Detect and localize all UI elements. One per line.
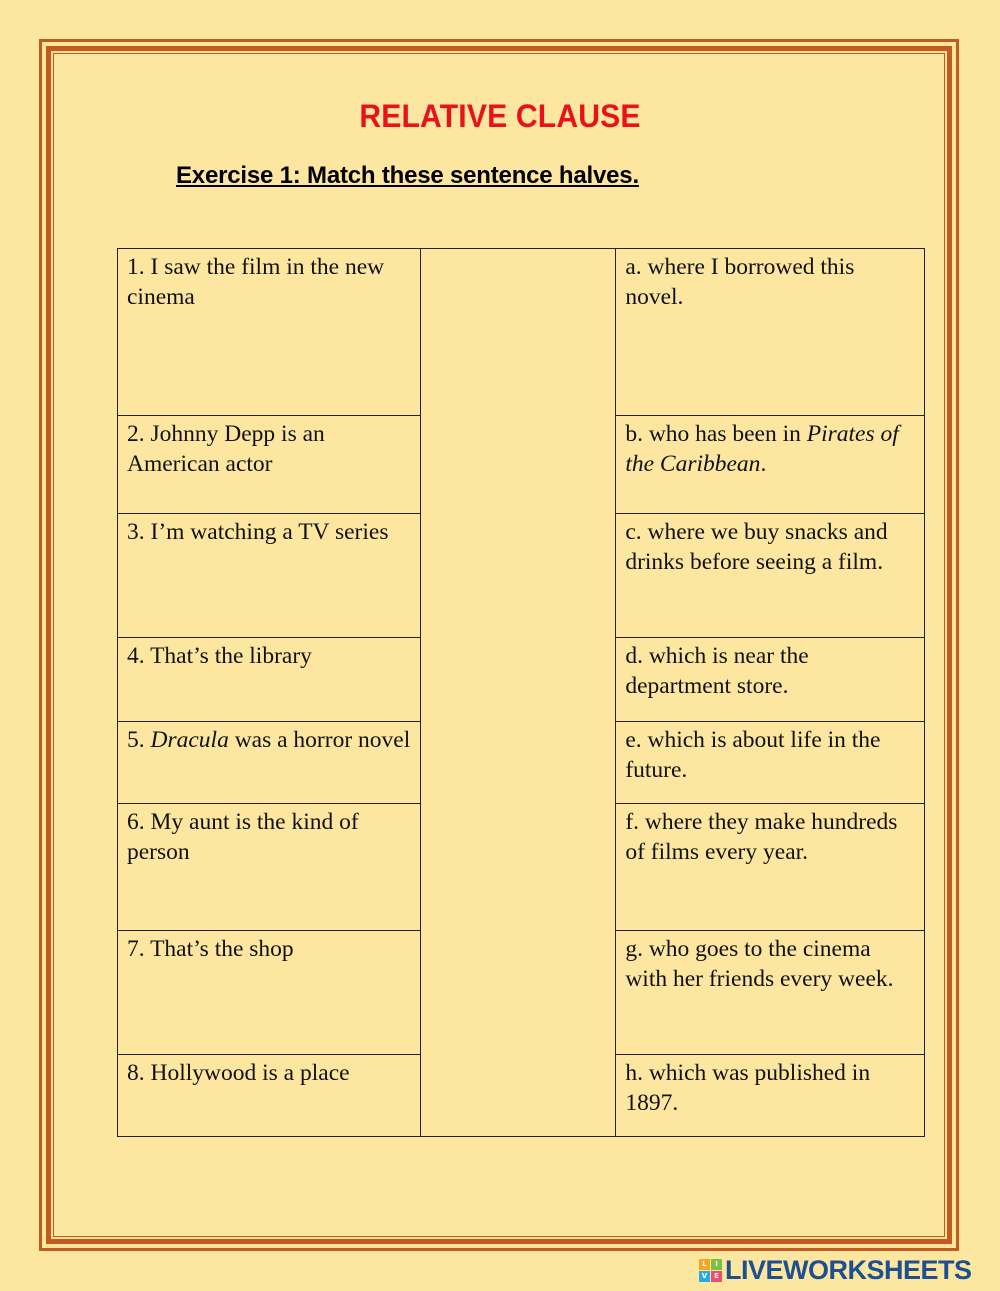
sentence-start-4: 4. That’s the library: [118, 638, 421, 722]
logo-icon: L I V E: [699, 1259, 722, 1282]
sentence-start-2: 2. Johnny Depp is an American actor: [118, 416, 421, 514]
sentence-end-g: g. who goes to the cinema with her friends every week.: [616, 931, 925, 1055]
sentence-start-3: 3. I’m watching a TV series: [118, 514, 421, 638]
sentence-end-a: a. where I borrowed this novel.: [616, 249, 925, 416]
matching-area[interactable]: [420, 249, 616, 1137]
sentence-end-e: e. which is about life in the future.: [616, 722, 925, 804]
movie-title: Pirates of the Caribbean: [625, 421, 899, 477]
sentence-start-8: 8. Hollywood is a place: [118, 1055, 421, 1137]
novel-title: Dracula: [150, 727, 229, 753]
sentence-end-h: h. which was published in 1897.: [616, 1055, 925, 1137]
sentence-end-c: c. where we buy snacks and drinks before seeing a film.: [616, 514, 925, 638]
exercise-instruction: Exercise 1: Match these sentence halves.: [176, 162, 639, 189]
sentence-start-5: 5. Dracula was a horror novel: [118, 722, 421, 804]
sentence-end-b: b. who has been in Pirates of the Caribbean.: [616, 416, 925, 514]
table-row: [118, 249, 925, 416]
sentence-end-d: d. which is near the department store.: [616, 638, 925, 722]
sentence-start-1: 1. I saw the film in the new cinema: [118, 249, 421, 416]
sentence-start-6: 6. My aunt is the kind of person: [118, 804, 421, 931]
matching-table: [117, 248, 925, 1137]
sentence-end-f: f. where they make hundreds of films every year.: [616, 804, 925, 931]
liveworksheets-logo: [699, 1255, 972, 1285]
page-title: RELATIVE CLAUSE: [359, 98, 641, 134]
sentence-start-7: 7. That’s the shop: [118, 931, 421, 1055]
logo-wordmark: LIVEWORKSHEETS: [725, 1254, 972, 1285]
